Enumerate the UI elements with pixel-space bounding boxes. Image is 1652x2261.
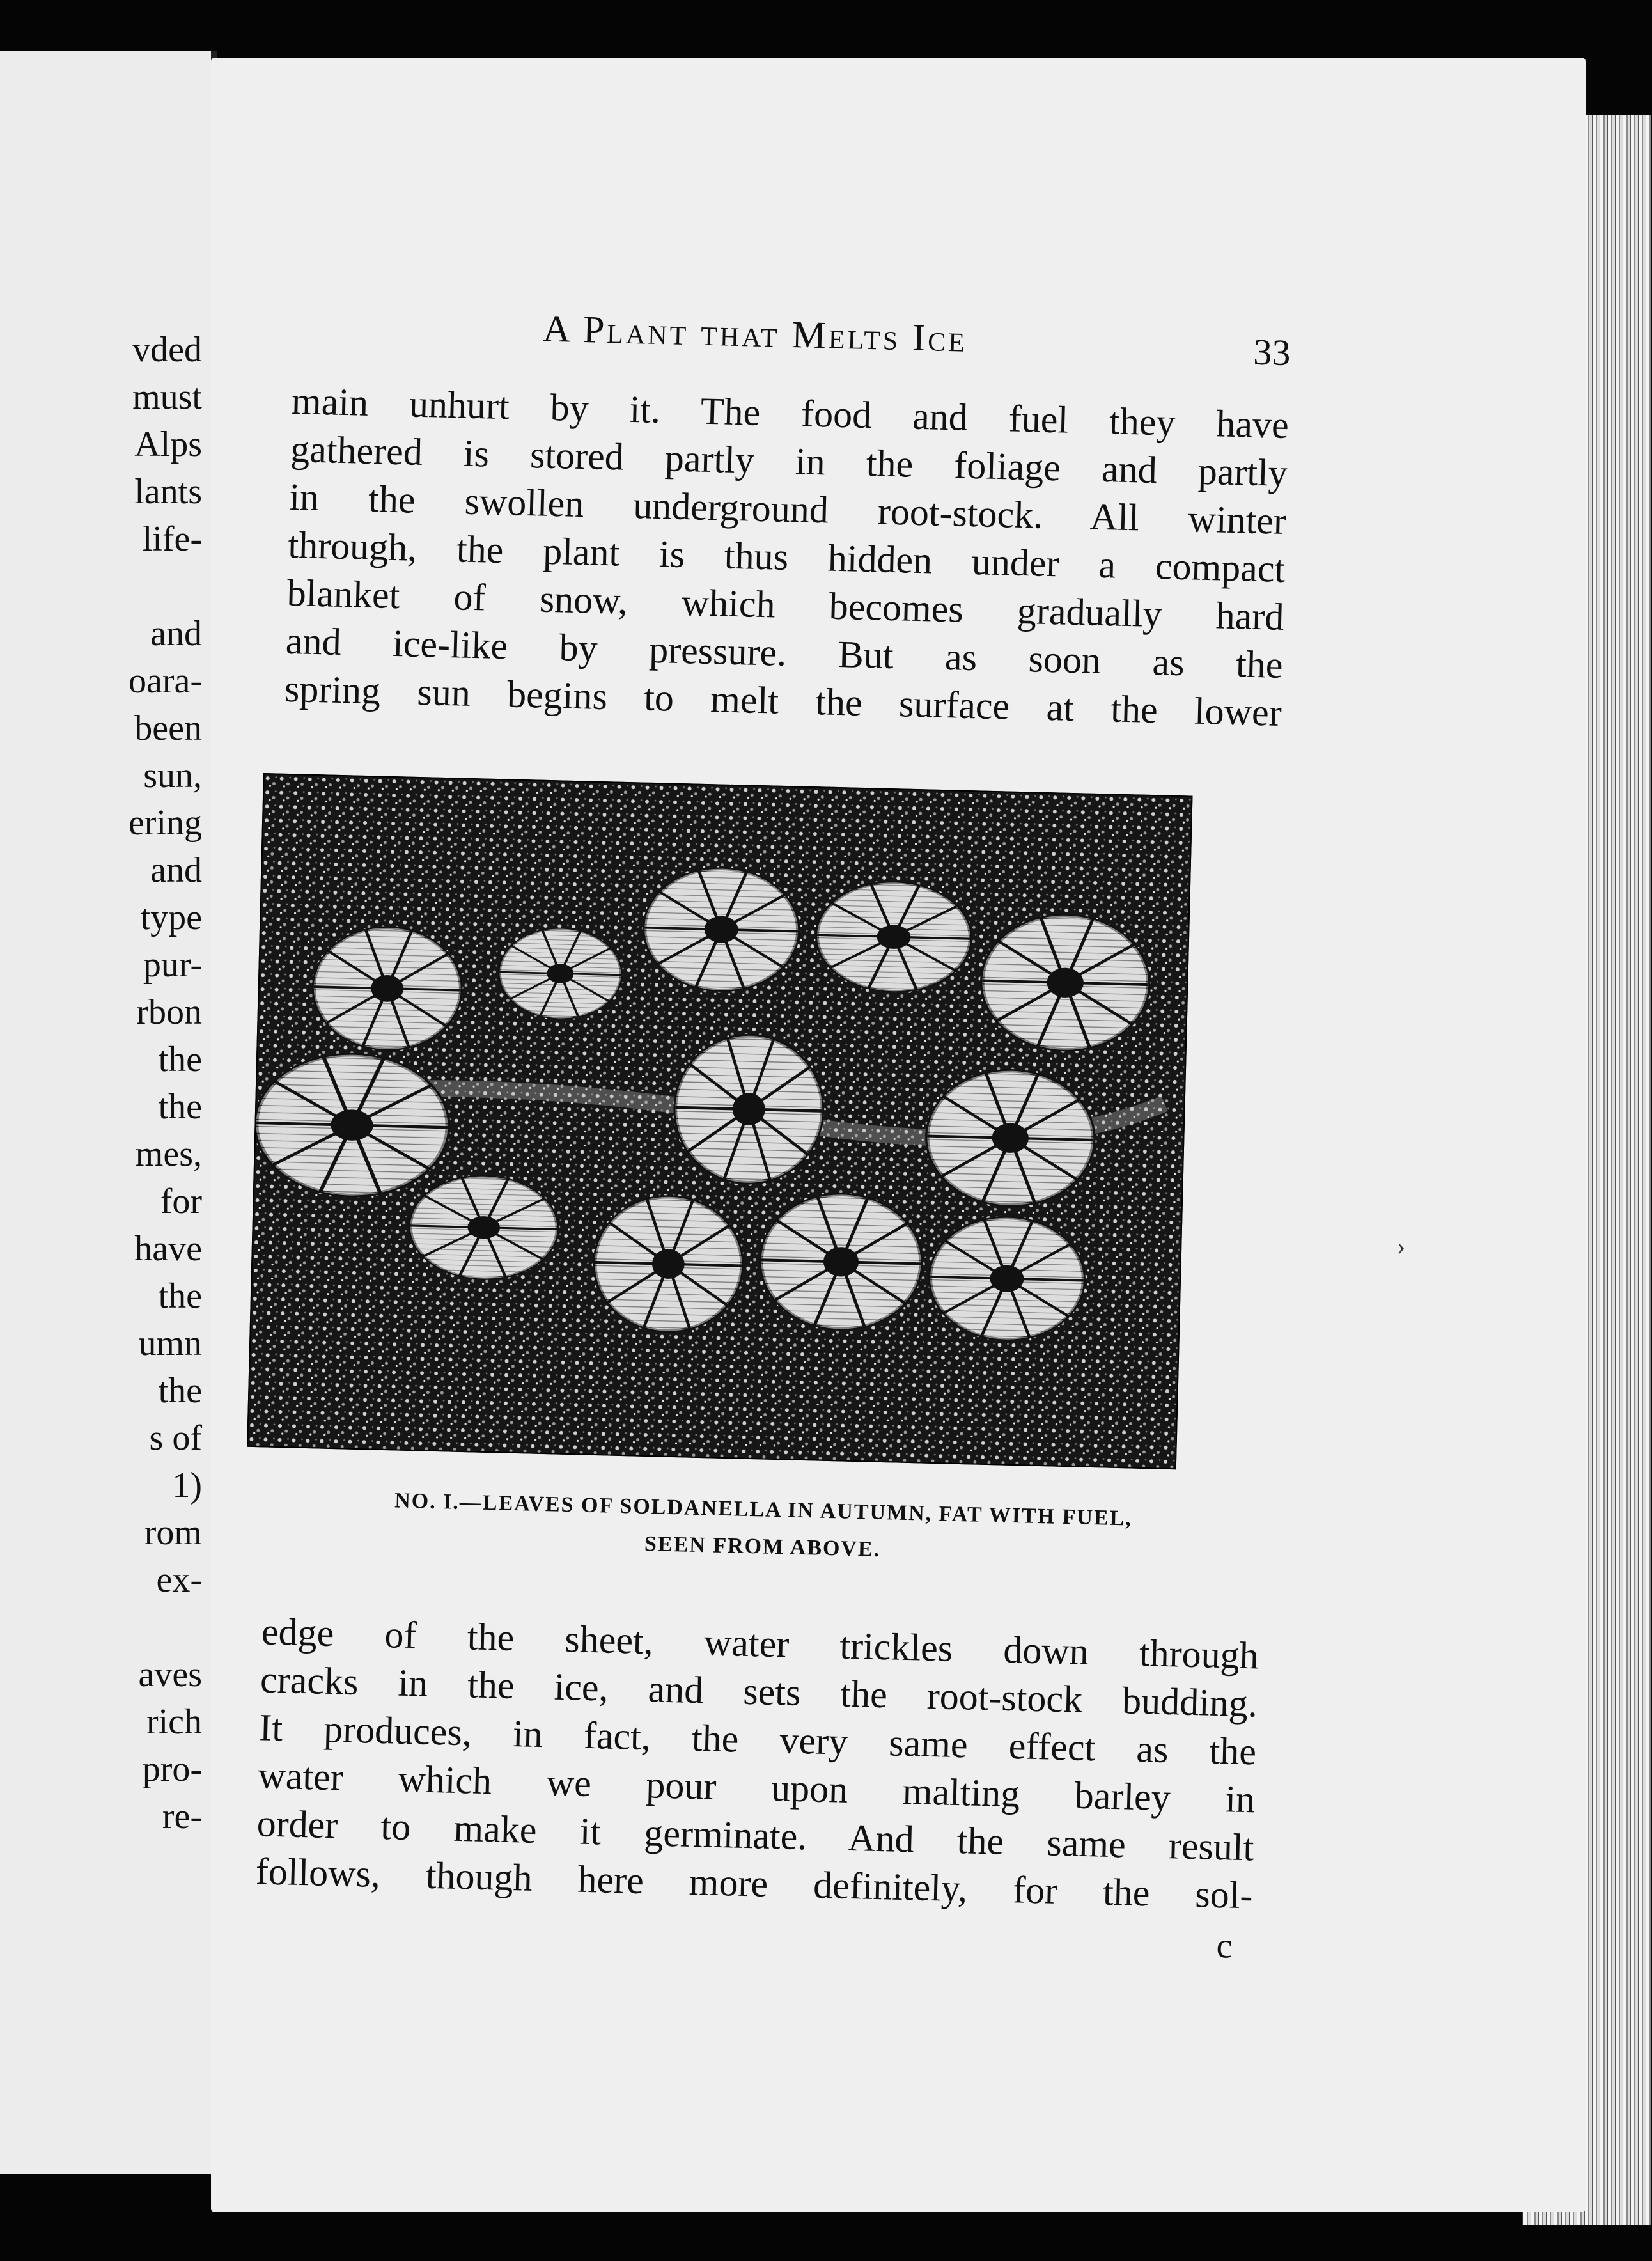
left-page-fragment: ex- xyxy=(156,1560,202,1600)
paragraph-bottom xyxy=(255,1608,1259,1920)
left-page-fragment: and xyxy=(150,614,202,653)
left-page-fragment: the xyxy=(158,1371,202,1411)
left-page-fragment: must xyxy=(132,377,202,417)
left-page-fragment: rbon xyxy=(136,992,202,1032)
left-page-fragment: aves xyxy=(138,1655,202,1694)
left-page-text xyxy=(10,326,202,1840)
left-page-fragment: for xyxy=(160,1182,202,1221)
running-head: A Plant that Melts Ice xyxy=(542,307,968,360)
left-page-fragment: and xyxy=(150,850,202,890)
caption-line: SEEN FROM ABOVE. xyxy=(644,1531,881,1561)
text-line: cracks in the ice, and sets the root-stock budding. xyxy=(260,1658,1258,1725)
figure-caption xyxy=(263,1479,1262,1577)
left-page-fragment: the xyxy=(158,1087,202,1127)
left-page-fragment: Alps xyxy=(134,425,202,464)
left-page-fragment: 1) xyxy=(172,1466,202,1505)
page-number: 33 xyxy=(1252,331,1291,374)
left-page-fragment xyxy=(10,563,202,610)
paragraph-top xyxy=(284,377,1289,737)
left-page-fragment: re- xyxy=(162,1797,202,1836)
left-page-fragment: pro- xyxy=(142,1749,202,1789)
text-line: spring sun begins to melt the surface at the lower xyxy=(284,667,1282,734)
left-page-fragment: rich xyxy=(146,1702,202,1742)
text-line: in the swollen underground root-stock. All winter xyxy=(288,475,1287,543)
text-line: through, the plant is thus hidden under a compact xyxy=(287,523,1286,590)
text-line: blanket of snow, which becomes gradually hard xyxy=(286,571,1285,638)
left-page-fragment: rom xyxy=(144,1513,202,1553)
left-page-fragment xyxy=(10,1604,202,1651)
left-page-fragment: pur- xyxy=(143,945,202,985)
left-page-fragment: oara- xyxy=(128,661,202,701)
text-line: edge of the sheet, water trickles down through xyxy=(261,1610,1259,1677)
left-page-fragment: umn xyxy=(138,1324,202,1363)
left-page-fragment: lants xyxy=(134,472,202,512)
left-page-fragment: life- xyxy=(142,519,202,559)
text-line: order to make it germinate. And the same result xyxy=(256,1802,1255,1869)
left-page-fragment: ering xyxy=(128,803,202,843)
left-page-fragment: the xyxy=(158,1276,202,1316)
left-page xyxy=(0,51,217,2174)
left-page-fragment: type xyxy=(140,898,202,937)
text-line: main unhurt by it. The food and fuel they have xyxy=(291,379,1290,447)
text-line: gathered is stored partly in the foliage and partly xyxy=(290,427,1288,495)
illustration-soldanella-leaves xyxy=(247,773,1192,1469)
left-page-fragment: s of xyxy=(149,1418,202,1458)
left-page-fragment: have xyxy=(134,1229,202,1269)
left-page-fragment: sun, xyxy=(143,756,202,795)
text-line: and ice-like by pressure. But as soon as the xyxy=(285,619,1284,686)
signature-mark: c xyxy=(1215,1926,1233,1966)
left-page-fragment: the xyxy=(158,1040,202,1079)
text-line: It produces, in fact, the very same effect as the xyxy=(258,1706,1257,1773)
left-page-fragment: vded xyxy=(132,330,202,370)
stray-mark: › xyxy=(1397,1232,1406,1260)
left-page-fragment: been xyxy=(134,708,202,748)
text-line: water which we pour upon malting barley in xyxy=(257,1754,1256,1821)
left-page-fragment: mes, xyxy=(135,1134,202,1174)
text-line: follows, though here more definitely, for the sol- xyxy=(255,1850,1254,1917)
caption-line: NO. I.—LEAVES OF SOLDANELLA IN AUTUMN, FAT WITH FUEL, xyxy=(394,1489,1133,1531)
page-content xyxy=(254,301,1291,1967)
